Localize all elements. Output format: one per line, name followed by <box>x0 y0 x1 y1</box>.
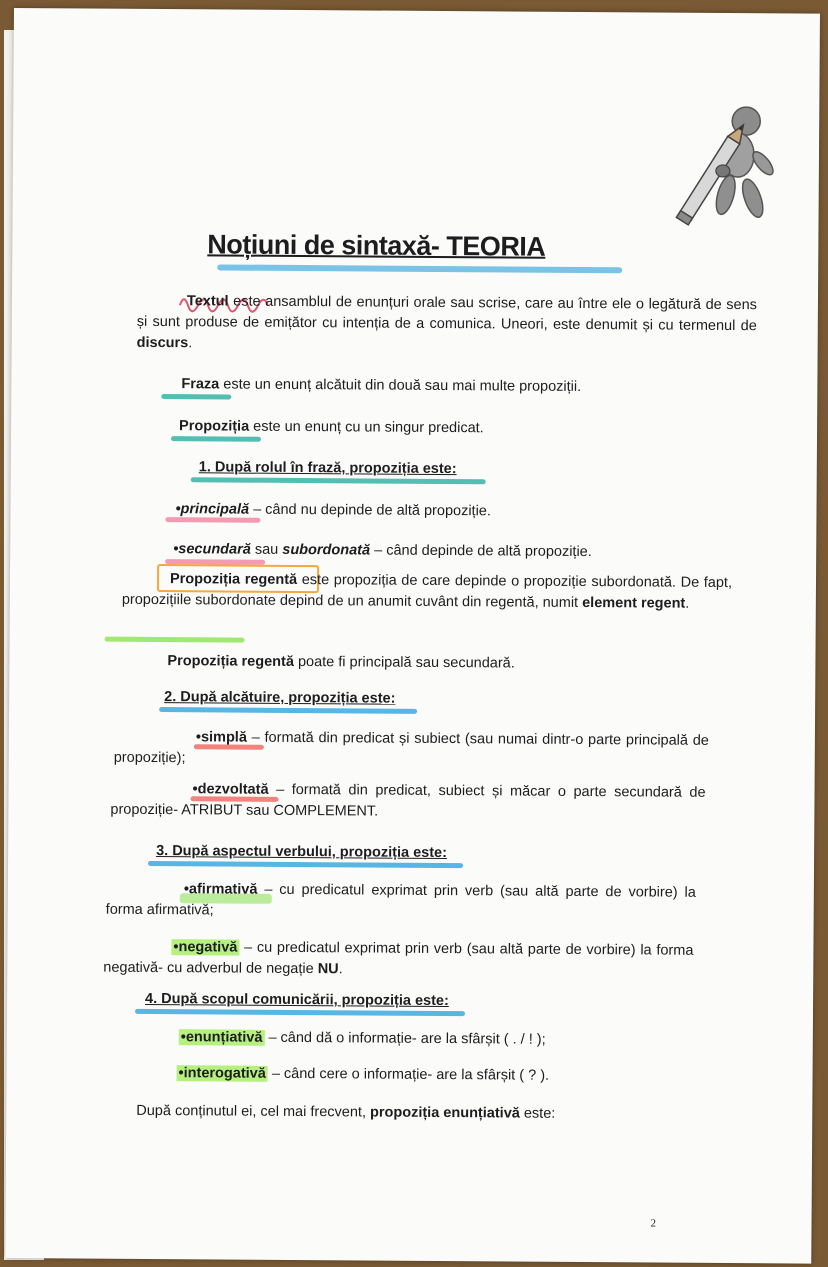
term-discurs: discurs <box>136 334 189 352</box>
negativa-item: •negativă – cu predicatul exprimat prin verb (sau altă parte de vorbire) la forma negativă- cu adverbul de negație NU. <box>103 939 694 978</box>
page-number: 2 <box>650 1217 657 1230</box>
interogativa-item: •interogativă – când cere o informație- are la sfârșit ( ? ). <box>178 1065 550 1084</box>
dezvoltata-item: •dezvoltată – formată din predicat, subiect și măcar o parte secundară de propoziție- ATRIBUT sau COMPLEMENT. <box>110 781 706 820</box>
fraza-definition: Fraza este un enunț alcătuit din două sau mai multe propoziții. <box>181 376 582 395</box>
enuntiativa-item: •enunțiativă – când dă o informație- are la sfârșit ( . / ! ); <box>180 1029 546 1048</box>
section2-heading: 2. După alcătuire, propoziția este: <box>164 689 396 707</box>
simpla-item: •simplă – formată din predicat și subiect (sau numai dintr-o parte principală de propoziție); <box>113 729 709 767</box>
secundara-item: •secundară sau subordonată – când depinde de altă propoziție. <box>173 541 592 561</box>
title-highlight <box>217 264 622 273</box>
section1-heading: 1. După rolul în frază, propoziția este: <box>198 459 457 478</box>
term-textul: Textul <box>186 293 229 310</box>
principala-item: •principală – când nu depinde de altă propoziție. <box>175 501 491 520</box>
propozitia-definition: Propoziția este un enunț cu un singur predicat. <box>179 418 484 437</box>
section4-heading: 4. După scopul comunicării, propoziția este: <box>145 990 449 1010</box>
pencil-figure-illustration <box>667 83 788 244</box>
page-title: Noțiuni de sintaxă- TEORIA <box>207 229 546 262</box>
regenta-paragraph: Propoziția regentă este propoziția de care depinde o propoziție subordonată. De fapt, propozițiile subordonate depind de un anumit cuvânt din regentă, numit element regent. <box>121 571 733 612</box>
intro-paragraph: Textul este ansamblul de enunțuri orale sau scrise, care au între ele o legătură de sens și sunt produse de emițător cu intenția de a comunica. Uneori, este denumit și cu termenul de discurs. <box>136 293 757 352</box>
regenta-note: Propoziția regentă poate fi principală sau secundară. <box>167 653 515 672</box>
afirmativa-item: •afirmativă – cu predicatul exprimat prin verb (sau altă parte de vorbire) la forma afirmativă; <box>105 881 696 919</box>
section3-heading: 3. După aspectul verbului, propoziția este: <box>156 843 448 862</box>
closing-line: După conținutul ei, cel mai frecvent, propoziția enunțiativă este: <box>136 1102 556 1122</box>
element-regent-highlight <box>105 637 245 643</box>
document-page <box>5 8 820 1264</box>
